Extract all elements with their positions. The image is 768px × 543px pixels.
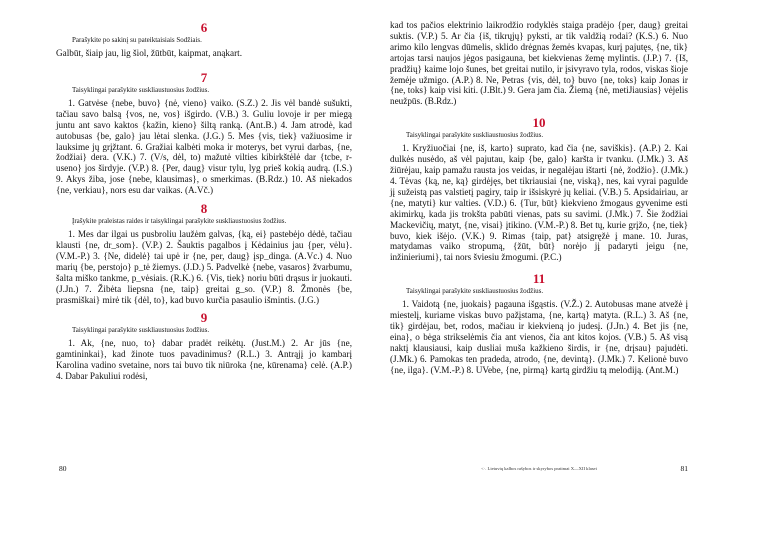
left-page	[56, 0, 352, 543]
continued-text: kad tos pačios elektrinio laikrodžio rodyklės staiga pradėjo {per, daug} greitai suktis. (V.P.) 5. Ar čia {iš, tikrųjų} pyksti, ar tik valdžią rodai? (K.S.) 6. Nuo arimo kilo lengvas dūmelis, sklido drėgnas žemės kvapas, kurį pajutęs, {ne, tik} artojas tarsi naujos jėgos pasigauna, bet kiekvienas žemę mylintis. (J.P.) 7. {Iš, pradžių} kaime lojo šunes, bet greitai nutilo, ir įsivyravo tyla, rodos, viskas šioje žemėje užmigo. (A.P.) 8. Ne, Petras {vis, dėl, to} buvo {ne, toks} kaip Jonas ir {ne, toks} kaip visi kiti. (J.Blt.) 9. Gera jam čia. Žiemą {nė, metiJiausias} vėjelis neužpūs. (B.Rdz.)	[390, 20, 688, 107]
exercise-6-instruction: Parašykite po sakinį su pateiktaisiais Sodžiais.	[72, 36, 202, 44]
exercise-9-text: 1. Ak, {ne, nuo, to} dabar pradėt reikėtų. (Just.M.) 2. Ar jūs {ne, gamtininkai}, kad žinote tuos pavadinimus? (R.L.) 3. Antrąjį jo kambarį Karolina vadino svetaine, nors tai buvo tik niūroka {ne, kūrenama} celė. (A.P.) 4. Dabar Pakuliui rodėsi,	[56, 338, 352, 382]
exercise-10-instruction: Taisyklingai parašykite suskliaustuosius žodžius.	[406, 131, 544, 140]
exercise-6-text: Galbūt, šiaip jau, lig šiol, žūtbūt, kaipmat, anąkart.	[56, 48, 243, 58]
exercise-11-number: 11	[532, 271, 546, 287]
exercise-11-instruction: Taisyklingai parašykite suskliaustuosius žodžius.	[406, 287, 544, 296]
exercise-11-text: 1. Vaidotą {ne, juokais} pagauna išgąstis. (V.Ž.) 2. Autobusas mane atvežė į miestelį, kuriame viskas buvo pažįstama, {ne, kartą} matyta. (R.L.) 3. Aš {ne, tik} girdėjau, bet, rodos, mačiau ir kiekvieną jo judesį. (J.Jn.) 4. Bet jis {ne, eina}, o bėga strikselėmis čia ant vienos, čia ant kitos kojos. (V.B.) 5. Aš visą naktį klausiausi, kaip dusliai muša kažkieno širdis, ir {ne, drįsau} pajudėti. (J.Mk.) 6. Pamokas ten pradeda, atrodo, {ne, devintą}. (J.Mk.) 7. Kelionė buvo {ne, ilga}. (V.M.-P.) 8. UVebe, {ne, pirmą} kartą girdžiu tą melodiją. (Ant.M.)	[390, 299, 688, 375]
running-footer: <·. Lietuvių kalbos rašybos ir skyrybos pratimai X—XII klasei	[481, 466, 597, 471]
page-number-left: 80	[59, 464, 67, 473]
exercise-9-instruction: Taisyklingai parašykite suskliaustuosius žodžius.	[72, 326, 210, 335]
exercise-8-number: 8	[200, 201, 208, 217]
exercise-8-text: 1. Mes dar ilgai us pusbroliu laužėm galvas, {ką, ei} pastebėjo dėdė, tačiau klausti {ne, dr_som}. (V.P.) 2. Šauktis pagalbos į Kėdainius jau {per, vėlu}. (V.M.-P.) 3. {Ne, didelė} tai upė ir {ne, per, daug} įsp_dinga. (A.Vc.) 4. Nuo marių {be, perstojo} p_tė žiemys. (J.D.) 5. Padvelkė {nebe, vasaros} žvarbumu, šalta miško tankme, p_vėsiais. (R.K.) 6. {Vis, tiek} noriu būti drąsus ir juokauti. (J.Jn.) 7. Žibėta liepsna {ne, taip} greitai g_so. (V.P.) 8. Žmonės {be, prasmiškai} mirė tik {dėl, to}, kad buvo kurčia pasaulio išmintis. (J.G.)	[56, 229, 352, 305]
page-number-right: 81	[680, 464, 688, 473]
exercise-7-text: 1. Gatvėse {nebe, buvo} {nė, vieno} vaiko. (S.Z.) 2. Jis vėl bandė sušukti, tačiau savo balsą {vos, ne, vos} išgirdo. (V.B.) 3. Guliu lovoje ir per miegą juntu ant savo kaktos {kažin, kieno} šiltą ranką. (Ant.B.) 4. Jam atrodė, kad autobusas {be, galo} jau lėtai slenka. (J.G.) 5. Mes {vis, tiek} važiuosime ir lauksime jų grįžtant. 6. Gražiai kalbėti moka ir moterys, bet vyrui darbas, {ne, žodžiai} dera. (V.K.) 7. (V/s, dėl, to) mažutė vilties kibirkštėlė dar {tcbe, r-useno} jos širdyje. (V.P.) 8. {Per, daug} visur tylu, lyg prieš kokią audrą. (I.S.) 9. Akys žiba, jose {nebe, klausimas}, o smerkimas. (B.Rdz.) 10. Aš niekados {ne, verkiau}, nors esu dar vaikas. (A.Vč.)	[56, 97, 352, 196]
exercise-10-text: 1. Kryžiuočiai {ne, iš, karto} suprato, kad čia {ne, saviškis}. (A.P.) 2. Kai dulkės nusėdo, aš vėl pajutau, kaip {be, galo} karšta ir tvanku. (J.Mk.) 3. Aš žiūrėjau, kaip pamažu rausta jos veidas, ir negalėjau ištarti {nė, žodžio}. (J.Mk.) 4. Tėvas {ką, ne, ką} girdėjęs, bet tikriausiai {ne, viską}, nes, kai vyrai pagulde jį sužeistą pas valstietį pagiry, taip ir išsiskyrė jų keliai. (V.B.) 5. Apsidairiau, ar {ne, matyti} kur valties. (V.D.) 6. {Tur, būt} kiekvieno žmogaus gyvenime esti akimirkų, kada jis trokšta pabūti vienas, pats su savimi. (J.Mk.) 7. Šie žodžiai Mackevičių, matyt, {ne, visai} įtikino. (V.M.-P.) 8. Bet tų, kurie grįžo, {ne, tiek} buvo, kiek išėjo. (V.K.) 9. Rimas {taip, pat} atsigręžė į mane. 10. Juras, matydamas vaiko stropumą, {žūt, būt} norėjo jį padaryti jeigu {ne, inžinieriumi}, tai nors šviesiu žmogumi. (P.C.)	[390, 143, 688, 263]
exercise-7-instruction: Taisyklingai parašykite suskliaustuosius žodžius.	[72, 85, 210, 94]
exercise-10-number: 10	[532, 115, 546, 131]
exercise-7-number: 7	[200, 69, 208, 85]
exercise-8-instruction: Įrašykite praleistas raides ir taisyklingai parašykite suskliaustuosius žodžius.	[72, 217, 287, 226]
right-page	[390, 0, 688, 543]
exercise-9-number: 9	[200, 310, 208, 326]
exercise-6-number: 6	[200, 20, 208, 35]
